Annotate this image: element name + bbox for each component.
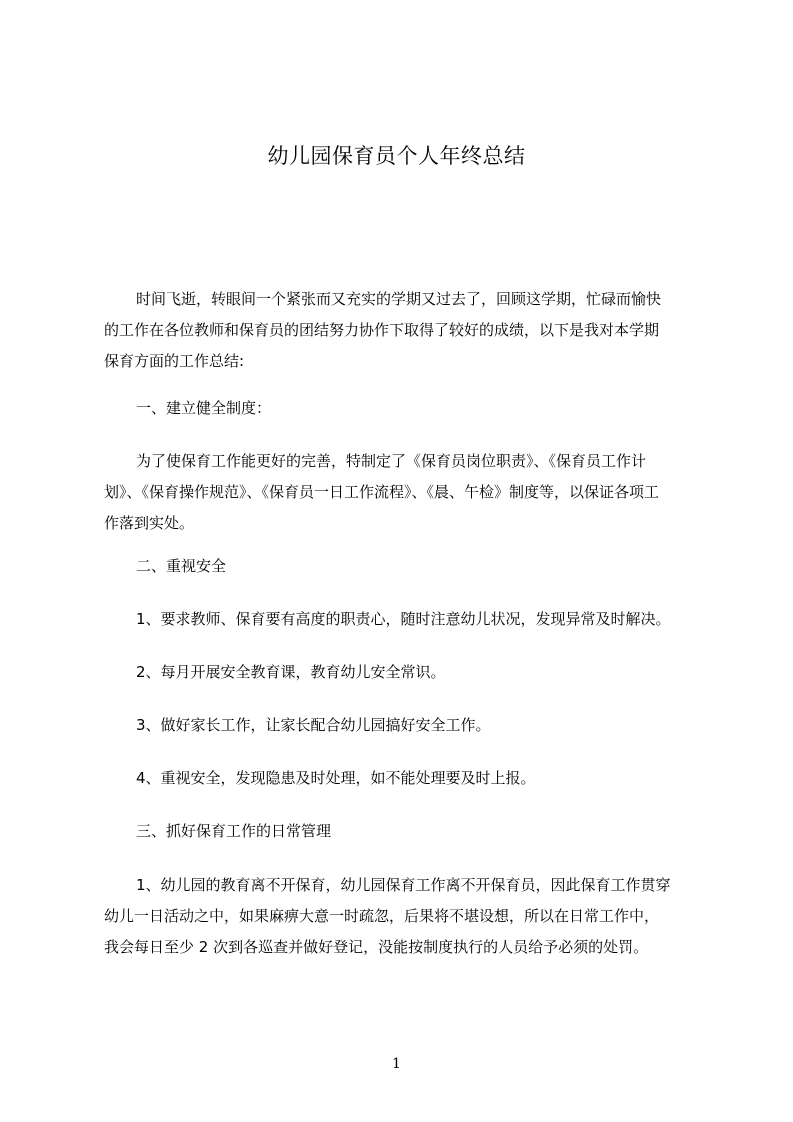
page-title: 幼儿园保育员个人年终总结: [267, 144, 526, 168]
paragraph-line: 幼儿一日活动之中，如果麻痹大意一时疏忽，后果将不堪设想，所以在日常工作中，: [104, 907, 660, 925]
paragraph-line: 我会每日至少 2 次到各巡查并做好登记，没能按制度执行的人员给予必须的处罚。: [104, 938, 649, 956]
page-number: 1: [392, 1056, 401, 1072]
paragraph-line: 的工作在各位教师和保育员的团结努力协作下取得了较好的成绩，以下是我对本学期: [104, 321, 660, 339]
paragraph-line: 1、幼儿园的教育离不开保育，幼儿园保育工作离不开保育员，因此保育工作贯穿: [136, 876, 671, 894]
list-item: 2、每月开展安全教育课，教育幼儿安全常识。: [136, 663, 446, 681]
list-item: 1、要求教师、保育要有高度的职责心，随时注意幼儿状况，发现异常及时解决。: [136, 610, 671, 628]
list-item: 4、重视安全，发现隐患及时处理，如不能处理要及时上报。: [136, 769, 536, 787]
section-heading-3: 三、抓好保育工作的日常管理: [136, 822, 332, 840]
paragraph-line: 时间飞逝，转眼间一个紧张而又充实的学期又过去了，回顾这学期，忙碌而愉快: [136, 290, 662, 308]
section1-paragraph: [104, 446, 704, 539]
paragraph-line: 为了使保育工作能更好的完善，特制定了《保育员岗位职责》、《保育员工作计: [136, 452, 647, 470]
paragraph-line: 保育方面的工作总结:: [104, 352, 245, 370]
paragraph-line: 划》、《保育操作规范》、《保育员一日工作流程》、《晨、午检》制度等，以保证各项工: [104, 483, 660, 501]
section-heading-1: 一、建立健全制度：: [136, 399, 272, 417]
list-item: 3、做好家长工作，让家长配合幼儿园搞好安全工作。: [136, 716, 491, 734]
section3-paragraph: [104, 870, 704, 963]
paragraph-line: 作落到实处。: [104, 514, 195, 532]
section-heading-2: 二、重视安全: [136, 557, 227, 575]
intro-paragraph: [104, 284, 704, 377]
